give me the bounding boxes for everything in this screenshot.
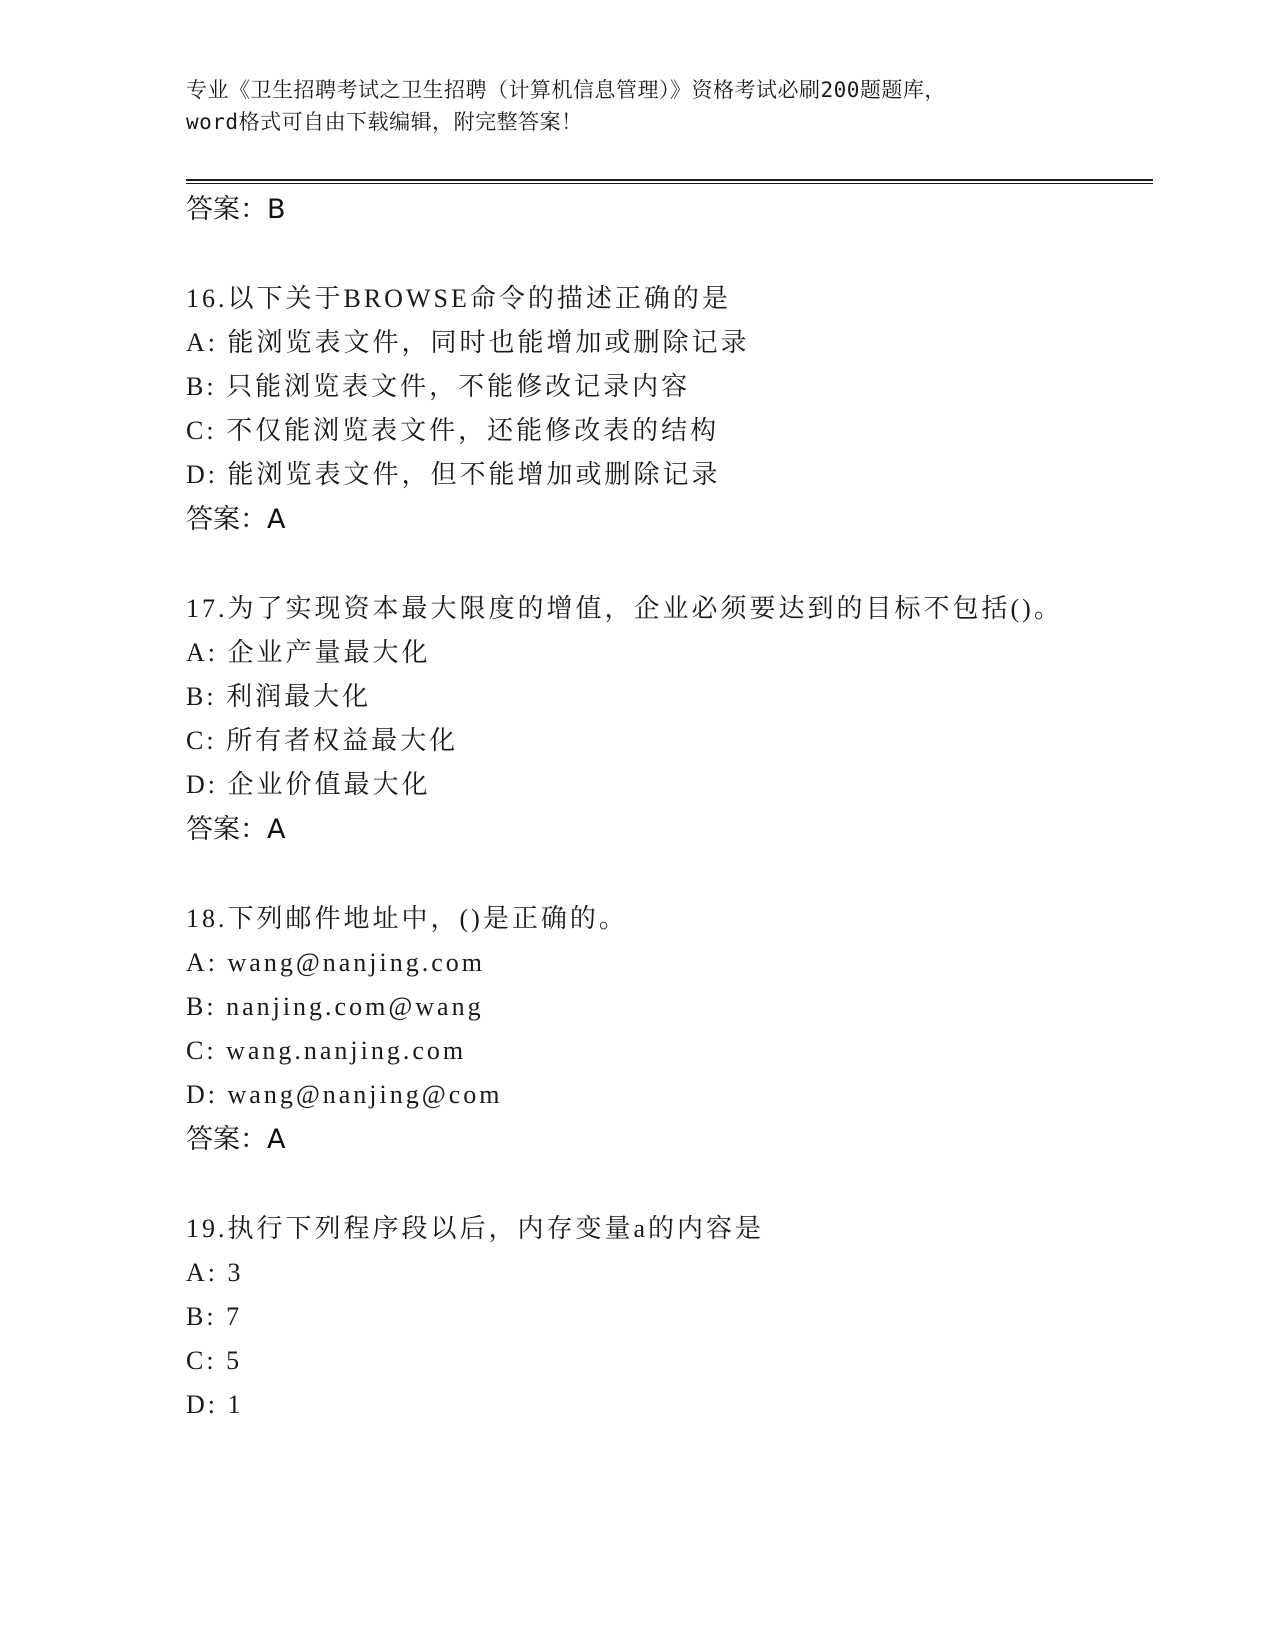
header-line-2: word格式可自由下载编辑，附完整答案！ <box>186 110 583 134</box>
question-17-answer: 答案：A <box>186 814 286 845</box>
answer-15: 答案：B <box>186 194 286 225</box>
question-18-option-d: D: wang@nanjing@com <box>186 1080 503 1109</box>
document-header <box>186 74 1086 138</box>
question-18-option-a: A: wang@nanjing.com <box>186 948 486 977</box>
question-18-answer: 答案：A <box>186 1124 286 1155</box>
question-19-option-d: D: 1 <box>186 1390 244 1419</box>
header-divider-thin <box>186 183 1153 184</box>
header-divider <box>186 179 1153 181</box>
question-16-option-a: A: 能浏览表文件，同时也能增加或删除记录 <box>186 328 750 357</box>
question-19-stem: 19.执行下列程序段以后，内存变量a的内容是 <box>186 1214 765 1243</box>
question-19-option-c: C: 5 <box>186 1346 243 1375</box>
question-17-option-a: A: 企业产量最大化 <box>186 638 431 667</box>
question-18-stem: 18.下列邮件地址中，()是正确的。 <box>186 904 628 933</box>
question-17-stem: 17.为了实现资本最大限度的增值，企业必须要达到的目标不包括()。 <box>186 594 1063 623</box>
question-16-option-d: D: 能浏览表文件，但不能增加或删除记录 <box>186 460 721 489</box>
question-16-stem: 16.以下关于BROWSE命令的描述正确的是 <box>186 284 731 313</box>
question-18-option-b: B: nanjing.com@wang <box>186 992 484 1021</box>
question-16-answer: 答案：A <box>186 504 286 535</box>
question-17-option-d: D: 企业价值最大化 <box>186 770 431 799</box>
question-19-option-b: B: 7 <box>186 1302 243 1331</box>
question-17-option-c: C: 所有者权益最大化 <box>186 726 459 755</box>
question-18-option-c: C: wang.nanjing.com <box>186 1036 467 1065</box>
question-19-option-a: A: 3 <box>186 1258 244 1287</box>
header-line-1: 专业《卫生招聘考试之卫生招聘（计算机信息管理）》资格考试必刷200题题库， <box>186 78 946 102</box>
question-17-option-b: B: 利润最大化 <box>186 682 372 711</box>
question-16-option-c: C: 不仅能浏览表文件，还能修改表的结构 <box>186 416 720 445</box>
question-16-option-b: B: 只能浏览表文件，不能修改记录内容 <box>186 372 691 401</box>
